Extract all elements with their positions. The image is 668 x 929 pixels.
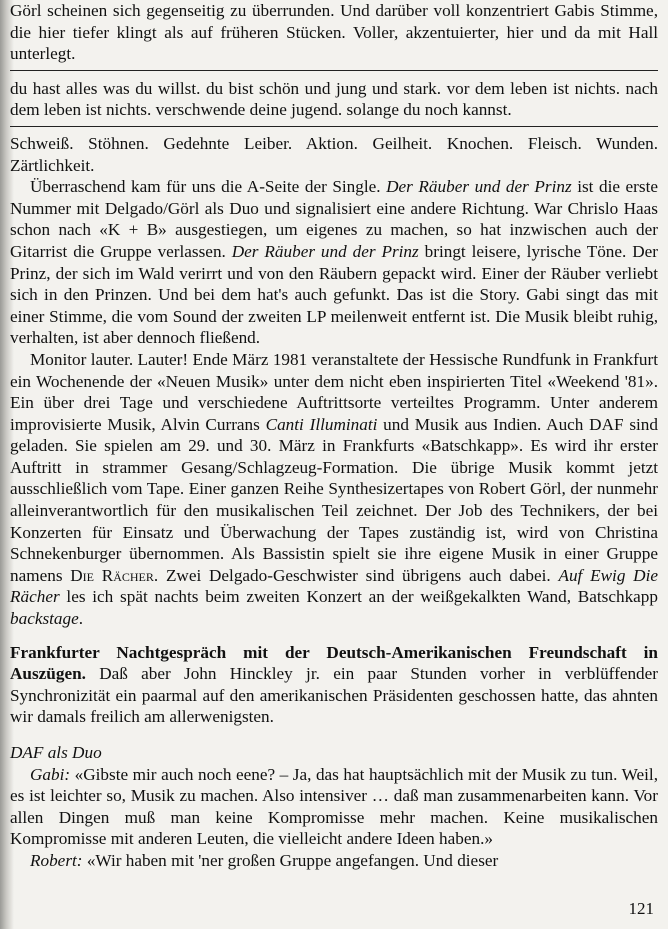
section-heading-duo: DAF als Duo	[10, 743, 102, 762]
divider-bottom	[10, 126, 658, 127]
speaker-gabi: Gabi:	[30, 764, 71, 784]
speaker-robert: Robert:	[30, 850, 83, 870]
monitor-text-4: les ich spät nachts beim zweiten Konzert an der weißgekalkten Wand, Batschkapp	[59, 587, 658, 607]
spacer	[10, 630, 658, 642]
wall-inscription: Auf Ewig Die Rächer	[10, 565, 658, 607]
monitor-text-1: Monitor lauter. Lauter! Ende März 1981 veranstaltete der Hessische Rundfunk in Frankfurt ein Wochenende der «Neuen Musik» unter dem nicht eben inspirierten Titel «Weekend '81». Ein über drei Tage und verschiedene Auftrittsorte verteiltes Programm. Unter anderem improvisierte Musik, Alvin Currans	[10, 349, 658, 434]
gabi-text: «Gibste mir auch noch eene? – Ja, das hat hauptsächlich mit der Musik zu tun. Weil, es ist leichter so, Musik zu machen. Also intensiver … daß man zusammenarbeiten kann. Vor allen Dingen muß man keine Kompromisse mehr machen. Keine musikalischen Kompromisse mit anderen Leuten, die vielleicht andere Ideen haben.»	[10, 764, 658, 849]
robert-text: «Wir haben mit 'ner großen Gruppe angefangen. Und dieser	[82, 850, 499, 870]
raeuber-text-2: ist die erste Nummer mit Delgado/Görl als Duo und signalisiert eine andere Richtung. War Chrislo Haas schon nach «K + B» ausgestiegen, um eigenes zu machen, so hat inzwischen auch der Gitarrist die Gruppe verlassen.	[10, 177, 658, 261]
monitor-text-3: . Zwei Delgado-Geschwister sind übrigens auch dabei.	[153, 565, 559, 585]
monitor-paragraph	[10, 349, 658, 630]
page-number: 121	[628, 899, 654, 918]
backstage-word: backstage	[10, 609, 79, 629]
monitor-text-5: .	[78, 609, 84, 629]
song-title-raeuber: Der Räuber und der Prinz	[386, 177, 572, 197]
interview-paragraph	[10, 642, 658, 728]
top-paragraph: Görl scheinen sich gegenseitig zu überrunden. Und darüber voll konzentriert Gabis Stimme, die hier tiefer klingt als auf früheren Stücken. Voller, akzentuierter, hier und da mit Hall unterlegt.	[10, 1, 658, 64]
keywords-paragraph: Schweiß. Stöhnen. Gedehnte Leiber. Aktion. Geilheit. Knochen. Fleisch. Wunden. Zärtlichkeit.	[10, 133, 658, 175]
raeuber-paragraph	[10, 176, 658, 349]
gabi-quote	[10, 764, 658, 850]
spacer	[10, 728, 658, 742]
robert-quote	[10, 850, 658, 872]
work-title-canti: Canti Illuminati	[265, 414, 378, 434]
divider-top	[10, 70, 658, 71]
raeuber-text-3: bringt leisere, lyrische Töne. Der Prinz, der sich im Wald verirrt und von den Räubern gepackt wird. Einer der Räuber verliebt sich in den Prinzen. Und bei dem hat's auch gefunkt. Das ist die Story. Gabi singt das mit einer Stimme, die vom Sound der zweiten LP meilenweit entfernt ist. Die Musik bleibt ruhig, verhalten, ist aber dennoch fließend.	[10, 241, 658, 348]
monitor-text-2: und Musik aus Indien. Auch DAF sind geladen. Sie spielen am 29. und 30. März in Frankfurts «Batschkapp». Es wird ihr erster Auftritt in strammer Gesang/Schlagzeug-Formation. Die übrige Musik kommt jetzt ausschließlich vom Tape. Einer ganzen Reihe Synthesizertapes von Robert Görl, der nunmehr alleinverantwortlich für den musikalischen Teil zeichnet. Der Job des Technikers, der bei Konzerten für Einsatz und Überwachung der Tapes zuständig ist, wird von Christina Schnekenburger übernommen. Als Bassistin spielt sie ihre eigene Musik in einer Gruppe namens	[10, 414, 658, 585]
interview-heading: Frankfurter Nachtgespräch mit der Deutsch-Amerikanischen Freundschaft in Auszügen.	[10, 642, 658, 684]
raeuber-text-1: Überraschend kam für uns die A-Seite der Single.	[30, 177, 387, 197]
song-title-raeuber-2: Der Räuber und der Prinz	[231, 241, 419, 261]
interview-text: Daß aber John Hinckley jr. ein paar Stunden vorher in verblüffender Synchronizität ein paarmal auf den amerikanischen Präsidenten geschossen hatte, das ahnten wir damals freilich am allerwenigsten.	[10, 664, 658, 727]
book-page	[10, 0, 658, 872]
lyric-quote: du hast alles was du willst. du bist schön und jung und stark. vor dem leben ist nichts. nach dem leben ist nichts. verschwende deine jugend. solange du noch kannst.	[10, 78, 658, 120]
band-name: Die Rächer	[70, 565, 154, 585]
